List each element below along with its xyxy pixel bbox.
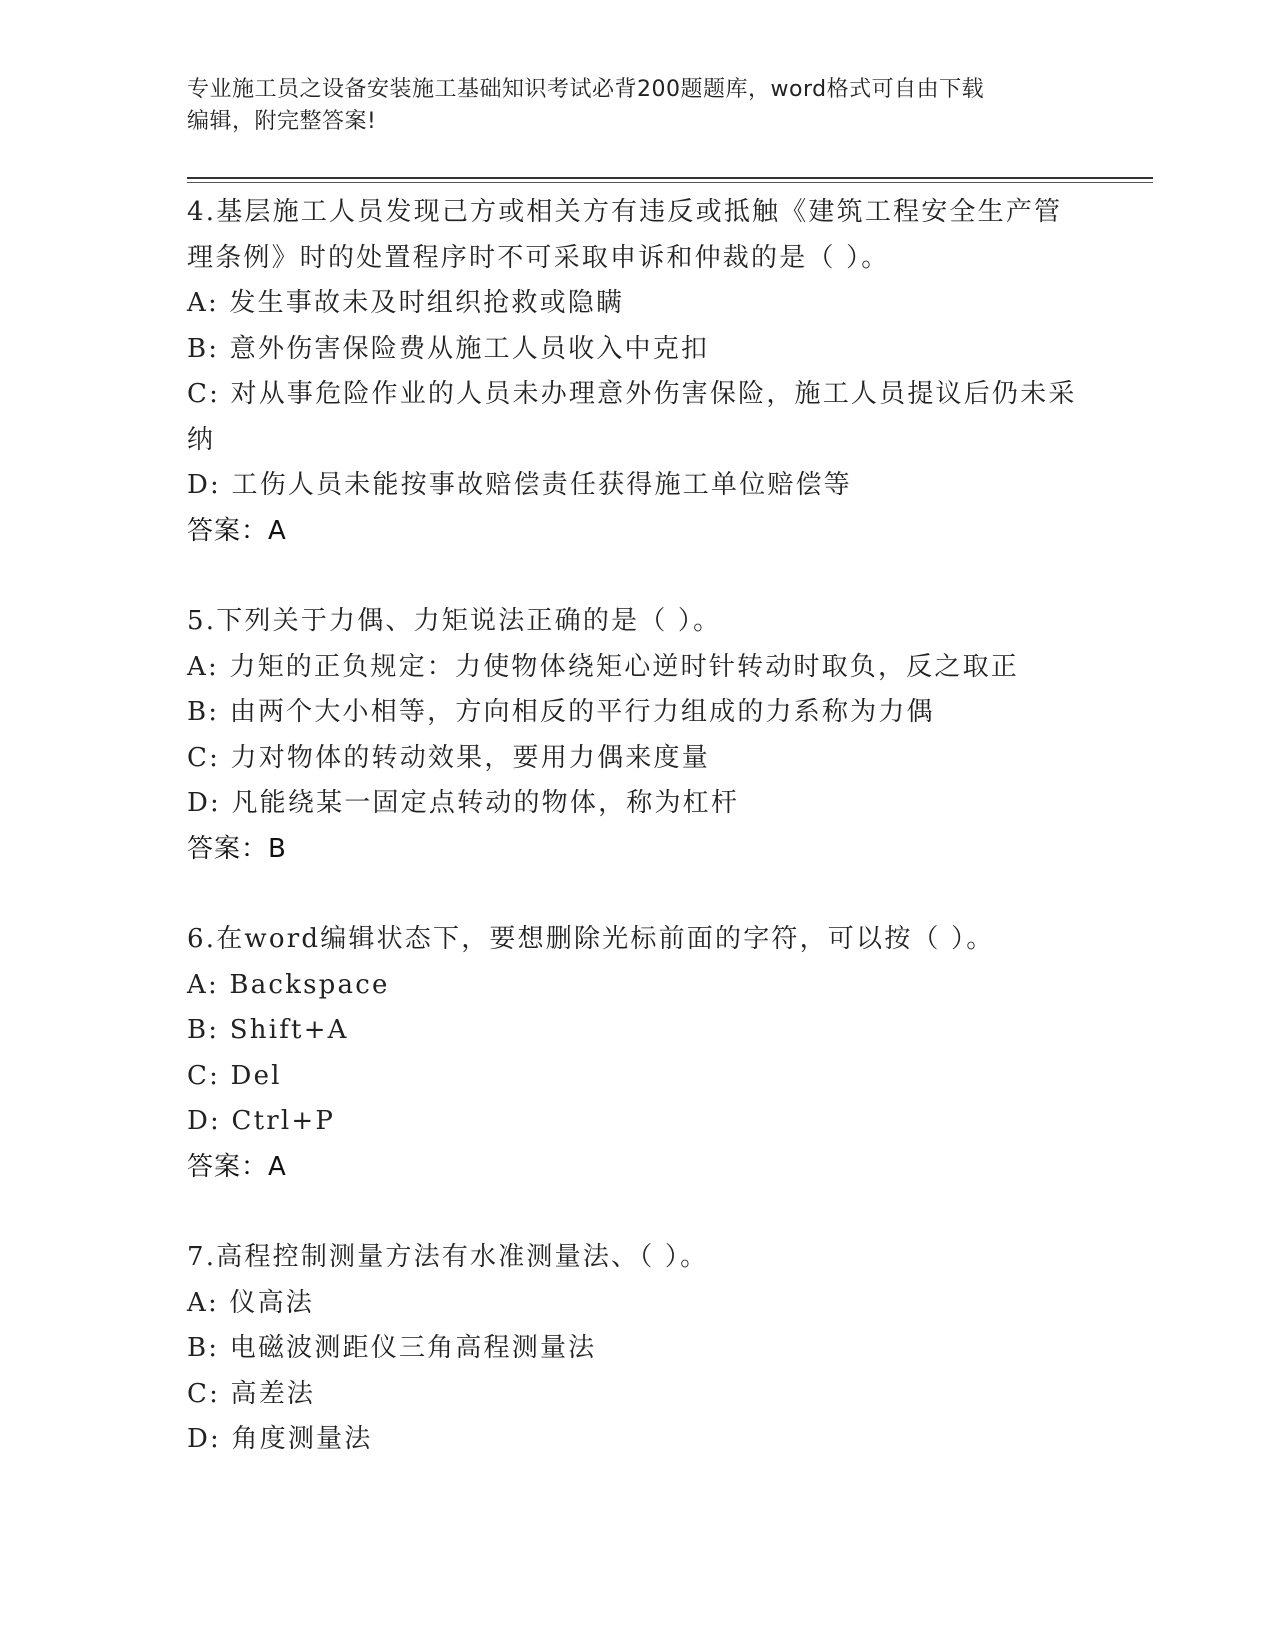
option-a <box>187 281 1087 327</box>
question-stem <box>187 599 1087 645</box>
answer-value: A <box>268 515 287 546</box>
answer-line <box>187 827 1087 873</box>
option-b <box>187 327 1087 373</box>
option-b <box>187 1326 1087 1372</box>
option-letter: C: <box>187 1378 221 1409</box>
option-text: 电磁波测距仪三角高程测量法 <box>229 1333 597 1363</box>
option-text: Backspace <box>229 969 390 1000</box>
option-text: 凡能绕某一固定点转动的物体，称为杠杆 <box>231 788 740 818</box>
question-number: 4. <box>187 197 217 227</box>
option-a <box>187 645 1087 691</box>
question-number: 5. <box>187 606 217 636</box>
option-letter: A: <box>187 651 219 682</box>
option-text: 力矩的正负规定：力使物体绕矩心逆时针转动时取负，反之取正 <box>229 651 1020 682</box>
question-stem <box>187 917 1087 963</box>
question-stem <box>187 1235 1087 1281</box>
question-7 <box>187 1235 1087 1463</box>
option-d <box>187 1417 1087 1463</box>
option-d <box>187 781 1087 827</box>
option-text: 对从事危险作业的人员未办理意外伤害保险，施工人员提议后仍未采纳 <box>187 379 1077 455</box>
option-letter: A: <box>187 1287 219 1318</box>
answer-label: 答案： <box>187 515 269 546</box>
question-number: 7. <box>187 1242 217 1272</box>
option-letter: A: <box>187 288 219 318</box>
option-letter: A: <box>187 969 219 1000</box>
option-letter: D: <box>187 788 222 818</box>
option-letter: C: <box>187 1060 221 1091</box>
question-text: 基层施工人员发现己方或相关方有违反或抵触《建筑工程安全生产管理条例》时的处置程序时不可采取申诉和仲裁的是（ ）。 <box>187 197 1063 273</box>
option-c <box>187 372 1087 463</box>
option-letter: B: <box>187 333 220 364</box>
document-header <box>187 74 1087 138</box>
option-letter: D: <box>187 470 222 500</box>
option-letter: B: <box>187 1333 220 1363</box>
question-5 <box>187 599 1087 872</box>
question-6 <box>187 917 1087 1190</box>
option-text: 高差法 <box>230 1378 316 1409</box>
option-b <box>187 1008 1087 1054</box>
answer-line <box>187 509 1087 555</box>
option-d <box>187 1099 1087 1145</box>
option-letter: C: <box>187 742 221 773</box>
option-letter: D: <box>187 1424 222 1454</box>
option-letter: B: <box>187 697 220 727</box>
question-list <box>187 190 1087 1508</box>
option-c <box>187 736 1087 782</box>
option-text: 力对物体的转动效果，要用力偶来度量 <box>230 742 710 773</box>
option-d <box>187 463 1087 509</box>
question-text: 下列关于力偶、力矩说法正确的是（ ）。 <box>216 606 722 636</box>
header-title-line-2: 编辑，附完整答案! <box>187 109 377 134</box>
option-text: 角度测量法 <box>231 1424 373 1454</box>
header-divider-thin <box>187 182 1153 183</box>
header-divider-thick <box>187 177 1153 179</box>
option-c <box>187 1054 1087 1100</box>
answer-value: B <box>268 833 287 864</box>
answer-label: 答案： <box>187 1151 269 1182</box>
answer-label: 答案： <box>187 833 269 864</box>
question-4 <box>187 190 1087 554</box>
question-number: 6. <box>187 924 217 954</box>
option-letter: C: <box>187 379 221 409</box>
answer-value: A <box>268 1151 287 1182</box>
option-text: Shift+A <box>229 1015 349 1045</box>
option-text: Ctrl+P <box>231 1106 336 1136</box>
question-text: 在word编辑状态下，要想删除光标前面的字符，可以按（ ）。 <box>216 924 995 954</box>
option-text: 仪高法 <box>229 1287 315 1318</box>
question-stem <box>187 190 1087 281</box>
question-text: 高程控制测量方法有水准测量法、（ ）。 <box>216 1242 709 1272</box>
option-text: 发生事故未及时组织抢救或隐瞒 <box>229 288 625 318</box>
option-b <box>187 690 1087 736</box>
header-title-line-1: 专业施工员之设备安装施工基础知识考试必背200题题库，word格式可自由下载 <box>187 77 985 102</box>
option-letter: D: <box>187 1106 222 1136</box>
option-text: 由两个大小相等，方向相反的平行力组成的力系称为力偶 <box>229 697 935 727</box>
option-a <box>187 963 1087 1009</box>
answer-line <box>187 1145 1087 1191</box>
option-text: Del <box>230 1060 282 1091</box>
option-text: 意外伤害保险费从施工人员收入中克扣 <box>229 333 710 364</box>
option-a <box>187 1281 1087 1327</box>
option-c <box>187 1372 1087 1418</box>
option-text: 工伤人员未能按事故赔偿责任获得施工单位赔偿等 <box>231 470 852 500</box>
option-letter: B: <box>187 1015 220 1045</box>
